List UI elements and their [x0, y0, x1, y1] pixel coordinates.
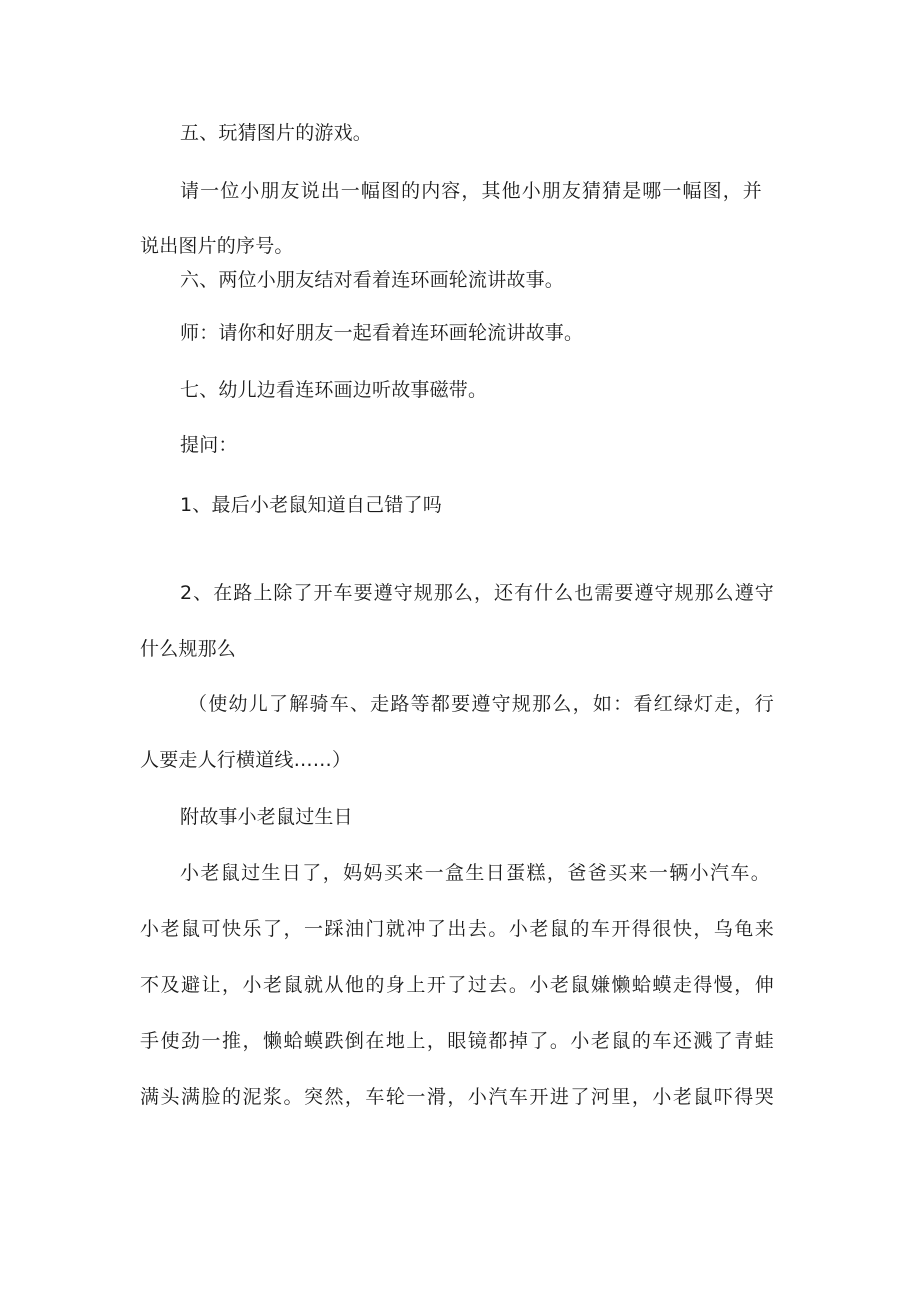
paragraph-line: 说出图片的序号。 [140, 235, 294, 257]
question-two: 2、在路上除了开车要遵守规那么，还有什么也需要遵守规那么遵守 [180, 582, 774, 604]
section-seven-heading: 七、幼儿边看连环画边听故事磁带。 [180, 379, 488, 401]
story-line: 手使劲一推，懒蛤蟆跌倒在地上，眼镜都掉了。小老鼠的车还溅了青蛙 [140, 1030, 774, 1052]
teacher-line: 师：请你和好朋友一起看着连环画轮流讲故事。 [180, 322, 584, 344]
section-five-heading: 五、玩猜图片的游戏。 [180, 122, 373, 144]
story-line: 不及避让，小老鼠就从他的身上开了过去。小老鼠嫌懒蛤蟆走得慢，伸 [140, 974, 774, 996]
story-line: 小老鼠过生日了，妈妈买来一盒生日蛋糕，爸爸买来一辆小汽车。 [180, 862, 770, 884]
section-six-heading: 六、两位小朋友结对看着连环画轮流讲故事。 [180, 269, 565, 291]
paragraph-line: 请一位小朋友说出一幅图的内容，其他小朋友猜猜是哪一幅图，并 [180, 180, 762, 202]
note-line-continued: 人要走人行横道线……） [140, 749, 352, 771]
question-label: 提问： [180, 434, 238, 456]
story-line: 小老鼠可快乐了，一踩油门就冲了出去。小老鼠的车开得很快，乌龟来 [140, 918, 774, 940]
question-two-continued: 什么规那么 [140, 638, 237, 660]
note-line: （使幼儿了解骑车、走路等都要遵守规那么，如：看红绿灯走，行 [188, 693, 774, 715]
question-one: 1、最后小老鼠知道自己错了吗 [180, 494, 442, 516]
appendix-title: 附故事小老鼠过生日 [180, 806, 353, 828]
story-line: 满头满脸的泥浆。突然，车轮一滑，小汽车开进了河里，小老鼠吓得哭 [140, 1086, 774, 1108]
